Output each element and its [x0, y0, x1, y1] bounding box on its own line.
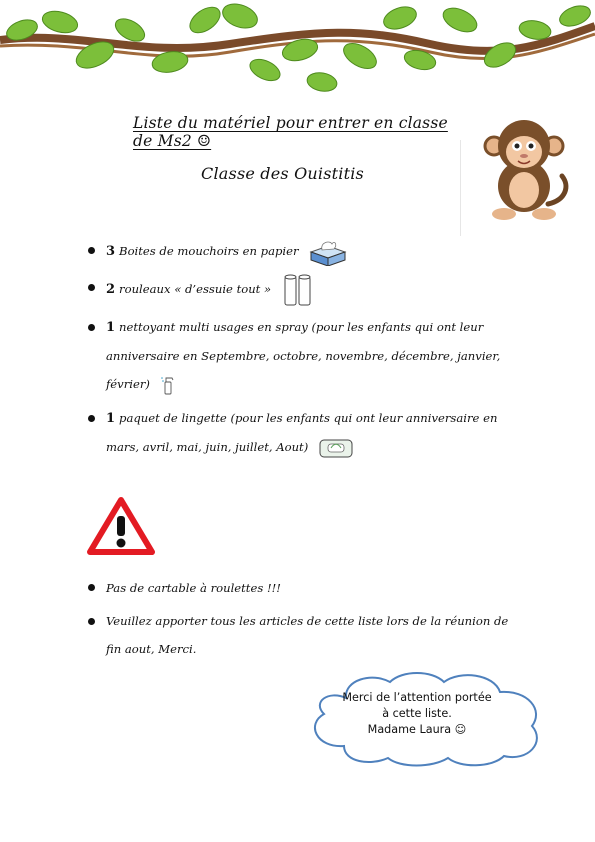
page-title: Liste du matériel pour entrer en classe de Ms2 ☺	[133, 114, 448, 150]
paper-towel-icon	[281, 273, 315, 307]
list-item: 1 paquet de lingette (pour les enfants qui ont leur anniversaire en mars, avril, mai, juin, juillet, Aout)	[86, 404, 526, 461]
list-item: 2 rouleaux « d’essuie tout »	[86, 273, 526, 307]
divider	[460, 140, 461, 236]
monkey-icon	[478, 116, 570, 222]
spray-bottle-icon	[160, 375, 176, 395]
tissue-box-icon	[308, 238, 348, 266]
vine-banner-image	[0, 0, 595, 100]
warning-triangle-icon	[86, 496, 156, 556]
notes-list	[86, 573, 526, 663]
supplies-list	[86, 236, 526, 461]
wipes-pack-icon	[318, 437, 354, 459]
class-name: Classe des Ouistitis	[201, 164, 364, 183]
list-item: Pas de cartable à roulettes !!!	[86, 573, 526, 603]
list-item: Veuillez apporter tous les articles de cette liste lors de la réunion de fin aout, Merci.	[86, 607, 526, 663]
thank-you-note: Merci de l’attention portée à cette liste. Madame Laura ☺	[342, 691, 492, 736]
list-item: 3 Boites de mouchoirs en papier	[86, 236, 526, 267]
list-item: 1 nettoyant multi usages en spray (pour les enfants qui ont leur anniversaire en Septembre, octobre, novembre, décembre, janvier, février)	[86, 313, 526, 398]
